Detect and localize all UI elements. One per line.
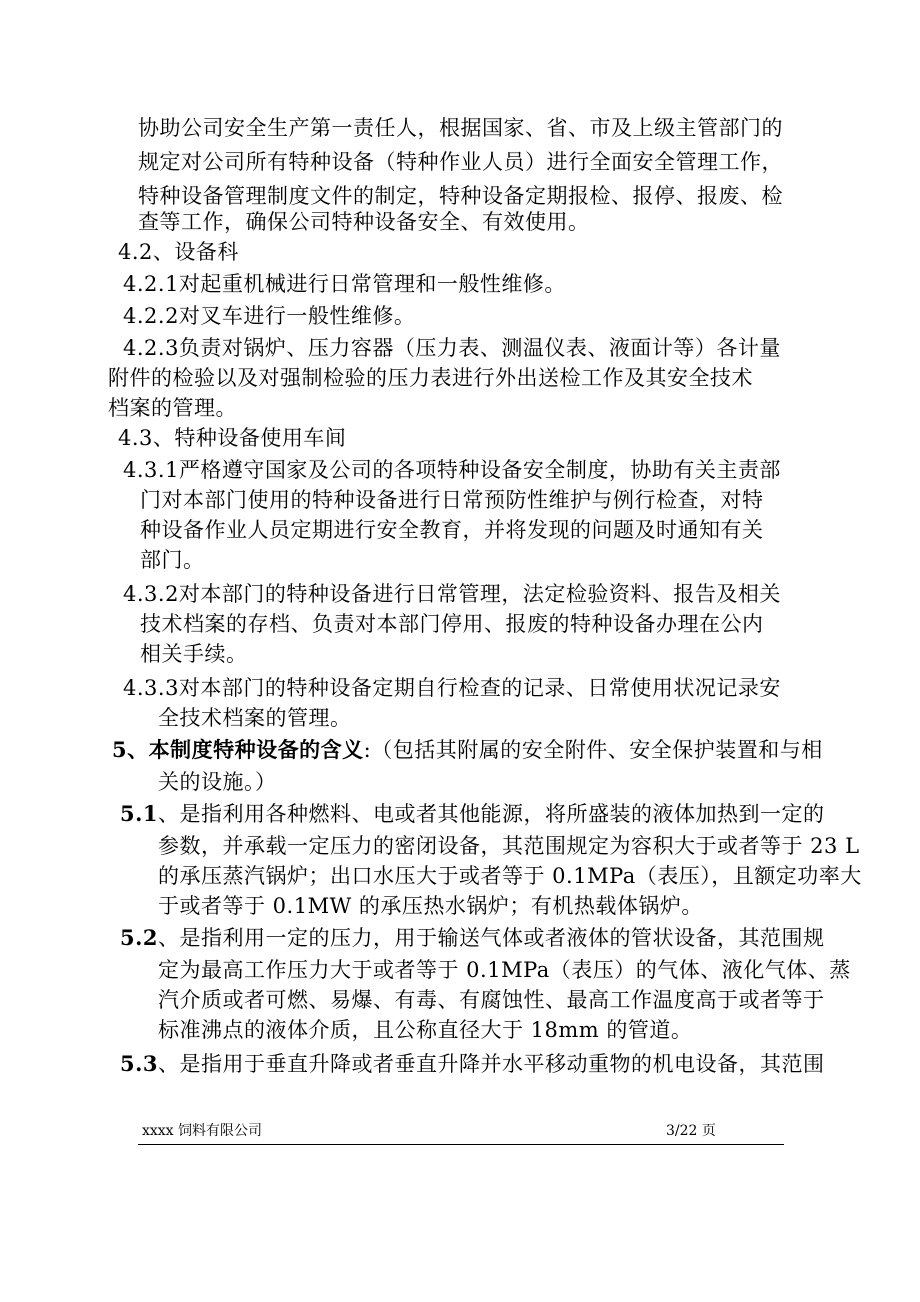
paragraph-line: 技术档案的存档、负责对本部门停用、报废的特种设备办理在公内 <box>140 612 764 636</box>
item-5-1-line: 的承压蒸汽锅炉；出口水压大于或者等于 0.1MPa（表压），且额定功率大 <box>158 864 862 888</box>
paragraph-line: 4.3.2对本部门的特种设备进行日常管理，法定检验资料、报告及相关 <box>123 582 781 606</box>
paragraph-line: 4.2.1对起重机械进行日常管理和一般性维修。 <box>123 272 566 296</box>
paragraph-line: 特种设备管理制度文件的制定，特种设备定期报检、报停、报废、检 <box>138 184 783 208</box>
paragraph-line: 种设备作业人员定期进行安全教育，并将发现的问题及时通知有关 <box>140 518 764 542</box>
paragraph-line: 关的设施。） <box>158 770 277 794</box>
paragraph-line: 门对本部门使用的特种设备进行日常预防性维护与例行检查，对特 <box>140 488 764 512</box>
paragraph-line: 相关手续。 <box>140 642 248 666</box>
item-label: 5.2 <box>120 925 159 950</box>
item-5-2-line: 定为最高工作压力大于或者等于 0.1MPa（表压）的气体、液化气体、蒸 <box>158 958 851 982</box>
paragraph-line: 查等工作，确保公司特种设备安全、有效使用。 <box>138 210 590 234</box>
item-5-1-line: 于或者等于 0.1MW 的承压热水锅炉；有机热载体锅炉。 <box>158 894 703 918</box>
section-heading-5 <box>112 734 823 766</box>
paragraph-line: 全技术档案的管理。 <box>158 706 352 730</box>
item-5-1-line: 参数，并承载一定压力的密闭设备，其范围规定为容积大于或者等于 23 L <box>158 834 860 858</box>
paragraph-line: 4.3.3对本部门的特种设备定期自行检查的记录、日常使用状况记录安 <box>123 676 781 700</box>
item-5-2-line: 5.2、是指利用一定的压力，用于输送气体或者液体的管状设备，其范围规 <box>120 925 825 950</box>
item-5-2-line: 标准沸点的液体介质，且公称直径大于 18mm 的管道。 <box>158 1018 693 1042</box>
item-label: 5.3 <box>120 1051 159 1076</box>
section-5-title: 5、本制度特种设备的含义 <box>112 737 364 762</box>
footer-company: xxxx 饲料有限公司 <box>142 1123 263 1139</box>
paragraph-line: 协助公司安全生产第一责任人，根据国家、省、市及上级主管部门的 <box>138 116 783 140</box>
paragraph-line: 部门。 <box>140 548 205 572</box>
item-5-3-line: 5.3、是指用于垂直升降或者垂直升降并水平移动重物的机电设备，其范围 <box>120 1051 825 1076</box>
paragraph-line: 4.2.2对叉车进行一般性维修。 <box>123 304 416 328</box>
paragraph-line: 规定对公司所有特种设备（特种作业人员）进行全面安全管理工作， <box>138 150 783 174</box>
page-footer <box>138 1120 784 1145</box>
section-5-note: :（包括其附属的安全附件、安全保护装置和与相 <box>363 738 823 762</box>
paragraph-line: 档案的管理。 <box>108 396 237 420</box>
section-heading-4-3: 4.3、特种设备使用车间 <box>118 426 347 450</box>
paragraph-line: 附件的检验以及对强制检验的压力表进行外出送检工作及其安全技术 <box>108 366 753 390</box>
item-label: 5.1 <box>120 801 159 826</box>
footer-page-number: 3/22 页 <box>666 1123 716 1139</box>
item-5-1-line: 5.1、是指利用各种燃料、电或者其他能源，将所盛装的液体加热到一定的 <box>120 801 825 826</box>
item-5-2-line: 汽介质或者可燃、易爆、有毒、有腐蚀性、最高工作温度高于或者等于 <box>158 988 825 1012</box>
paragraph-line: 4.2.3负责对锅炉、压力容器（压力表、测温仪表、液面计等）各计量 <box>123 336 781 360</box>
section-heading-4-2: 4.2、设备科 <box>118 240 239 264</box>
paragraph-line: 4.3.1严格遵守国家及公司的各项特种设备安全制度，协助有关主责部 <box>123 458 781 482</box>
